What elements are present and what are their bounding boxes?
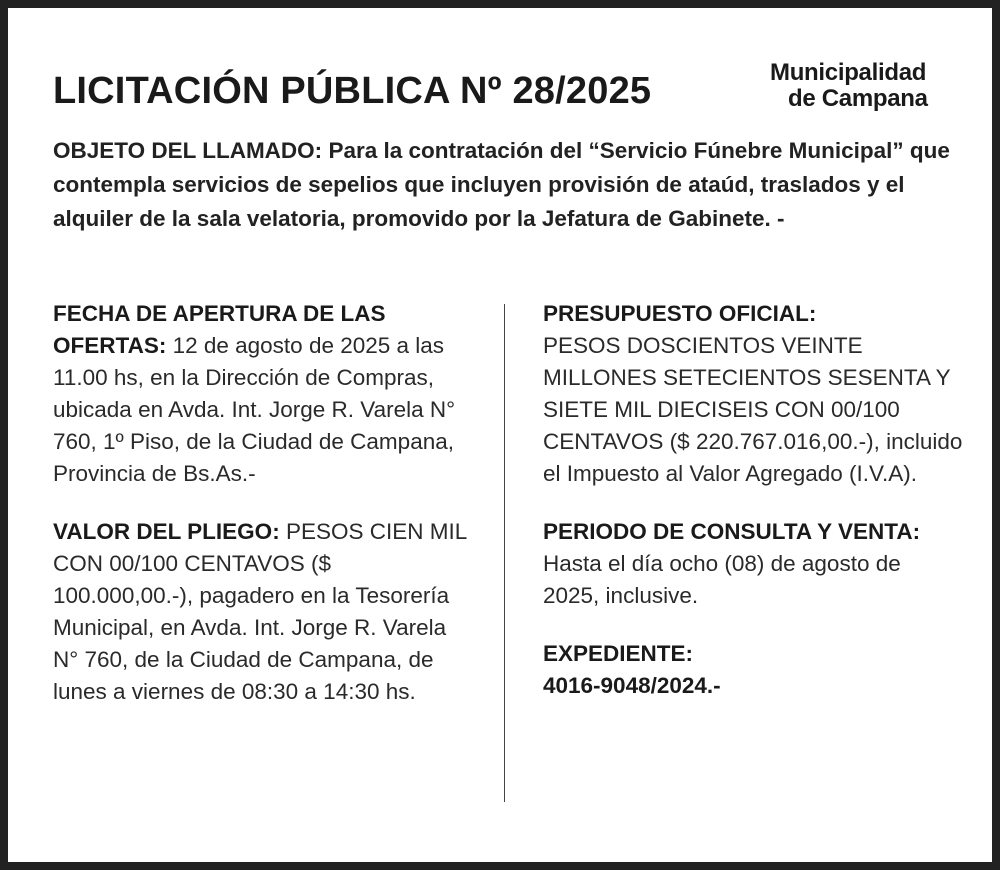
pliego-label: VALOR DEL PLIEGO: — [53, 519, 280, 544]
consulta-text: Hasta el día ocho (08) de agosto de 2025, inclusive. — [543, 551, 901, 608]
objeto-label: OBJETO DEL LLAMADO: — [53, 138, 323, 163]
right-column — [543, 298, 963, 728]
expediente-section — [543, 638, 963, 702]
pliego-section — [53, 516, 473, 708]
presupuesto-section — [543, 298, 963, 490]
notice-title: LICITACIÓN PÚBLICA Nº 28/2025 — [53, 70, 652, 112]
logo-line-1: Municipalidad — [770, 59, 927, 86]
presupuesto-label: PRESUPUESTO OFICIAL: — [543, 301, 817, 326]
consulta-section — [543, 516, 963, 612]
expediente-label: EXPEDIENTE: — [543, 641, 694, 666]
objeto-text: Para la contratación del “Servicio Fúnebre Municipal” que contempla servicios de sepelios que incluyen provisión de ataúd, traslados y el alquiler de la sala velatoria, promovido por la Jefatura de Gabinete. - — [53, 138, 950, 231]
logo-line-2: de Campana — [788, 85, 928, 112]
apertura-text: 12 de agosto de 2025 a las 11.00 hs, en la Dirección de Compras, ubicada en Avda. Int. Jorge R. Varela N° 760, 1º Piso, de la Ciudad de Campana, Provincia de Bs.As.- — [53, 333, 456, 486]
presupuesto-text: PESOS DOSCIENTOS VEINTE MILLONES SETECIENTOS SESENTA Y SIETE MIL DIECISEIS CON 00/100 CENTAVOS ($ 220.767.016,00.-), incluido el Impuesto al Valor Agregado (I.V.A). — [543, 333, 963, 486]
left-column — [53, 298, 473, 734]
pliego-text: PESOS CIEN MIL CON 00/100 CENTAVOS ($ 100.000,00.-), pagadero en la Tesorería Municipal, en Avda. Int. Jorge R. Varela N° 760, de la Ciudad de Campana, de lunes a viernes de 08:30 a 14:30 hs. — [53, 519, 467, 704]
expediente-number: 4016-9048/2024.- — [543, 673, 721, 698]
apertura-section — [53, 298, 473, 490]
objeto-paragraph — [53, 134, 968, 236]
column-divider — [504, 304, 505, 802]
municipality-logo — [770, 60, 960, 112]
consulta-label: PERIODO DE CONSULTA Y VENTA: — [543, 519, 921, 544]
apertura-label: FECHA DE APERTURA DE LAS OFERTAS: — [53, 301, 386, 358]
